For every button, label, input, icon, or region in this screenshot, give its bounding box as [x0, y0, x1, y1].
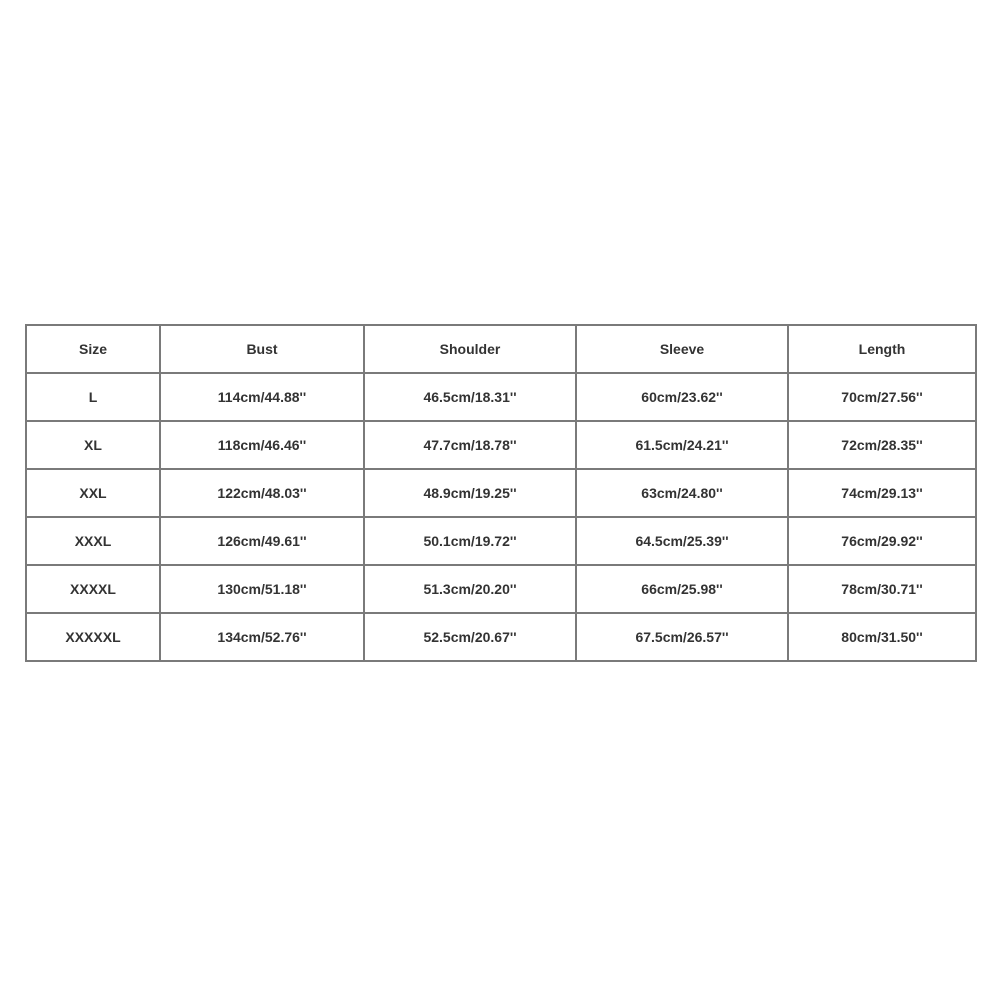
cell-bust: 126cm/49.61'' [160, 517, 364, 565]
cell-length: 72cm/28.35'' [788, 421, 976, 469]
cell-shoulder: 47.7cm/18.78'' [364, 421, 576, 469]
cell-size: XXXXL [26, 565, 160, 613]
header-row [26, 325, 976, 373]
cell-shoulder: 50.1cm/19.72'' [364, 517, 576, 565]
table-row [26, 517, 976, 565]
size-chart-table [25, 324, 977, 662]
cell-shoulder: 46.5cm/18.31'' [364, 373, 576, 421]
cell-length: 80cm/31.50'' [788, 613, 976, 661]
cell-size: XXL [26, 469, 160, 517]
cell-sleeve: 66cm/25.98'' [576, 565, 788, 613]
header-bust: Bust [160, 325, 364, 373]
cell-sleeve: 61.5cm/24.21'' [576, 421, 788, 469]
cell-sleeve: 67.5cm/26.57'' [576, 613, 788, 661]
table-row [26, 565, 976, 613]
cell-shoulder: 51.3cm/20.20'' [364, 565, 576, 613]
table-row [26, 469, 976, 517]
table-row [26, 373, 976, 421]
cell-length: 78cm/30.71'' [788, 565, 976, 613]
cell-size: L [26, 373, 160, 421]
cell-bust: 134cm/52.76'' [160, 613, 364, 661]
cell-sleeve: 64.5cm/25.39'' [576, 517, 788, 565]
cell-size: XXXXXL [26, 613, 160, 661]
cell-length: 70cm/27.56'' [788, 373, 976, 421]
cell-bust: 118cm/46.46'' [160, 421, 364, 469]
header-sleeve: Sleeve [576, 325, 788, 373]
cell-length: 74cm/29.13'' [788, 469, 976, 517]
table-row [26, 613, 976, 661]
cell-size: XXXL [26, 517, 160, 565]
cell-bust: 130cm/51.18'' [160, 565, 364, 613]
header-size: Size [26, 325, 160, 373]
cell-bust: 114cm/44.88'' [160, 373, 364, 421]
header-shoulder: Shoulder [364, 325, 576, 373]
cell-bust: 122cm/48.03'' [160, 469, 364, 517]
cell-shoulder: 48.9cm/19.25'' [364, 469, 576, 517]
cell-length: 76cm/29.92'' [788, 517, 976, 565]
header-length: Length [788, 325, 976, 373]
table-row [26, 421, 976, 469]
size-chart-header [26, 325, 976, 373]
cell-shoulder: 52.5cm/20.67'' [364, 613, 576, 661]
size-chart-body [26, 373, 976, 661]
cell-size: XL [26, 421, 160, 469]
cell-sleeve: 60cm/23.62'' [576, 373, 788, 421]
cell-sleeve: 63cm/24.80'' [576, 469, 788, 517]
